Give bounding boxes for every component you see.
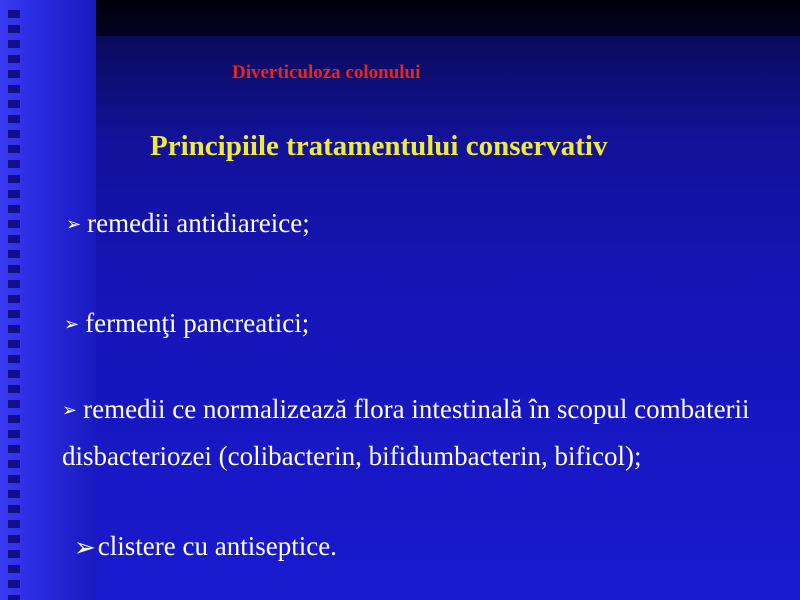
bullet-text: fermenţi pancreatici; <box>85 308 310 338</box>
slide-subtitle: Diverticuloza colonului <box>232 62 421 83</box>
slide-heading: Principiile tratamentului conservativ <box>150 130 608 162</box>
left-decorative-bar <box>0 0 96 600</box>
arrow-bullet-icon: ➢ <box>74 532 96 562</box>
arrow-bullet-icon: ➢ <box>66 213 82 234</box>
bullet-item <box>74 526 774 569</box>
bullet-text: remedii antidiareice; <box>87 208 310 238</box>
bullet-text: remedii ce normalizează flora intestinală în scopul combaterii disbacteriozei (colibacterin, bifidumbacterin, bificol); <box>62 394 750 471</box>
top-dark-band <box>96 0 800 36</box>
bullet-item <box>66 203 766 246</box>
arrow-bullet-icon: ➢ <box>64 313 80 334</box>
bullet-text: clistere cu antiseptice. <box>97 531 337 561</box>
arrow-bullet-icon: ➢ <box>62 399 78 420</box>
decorative-squares <box>8 10 20 600</box>
bullet-item <box>62 387 762 478</box>
bullet-item <box>64 303 764 346</box>
